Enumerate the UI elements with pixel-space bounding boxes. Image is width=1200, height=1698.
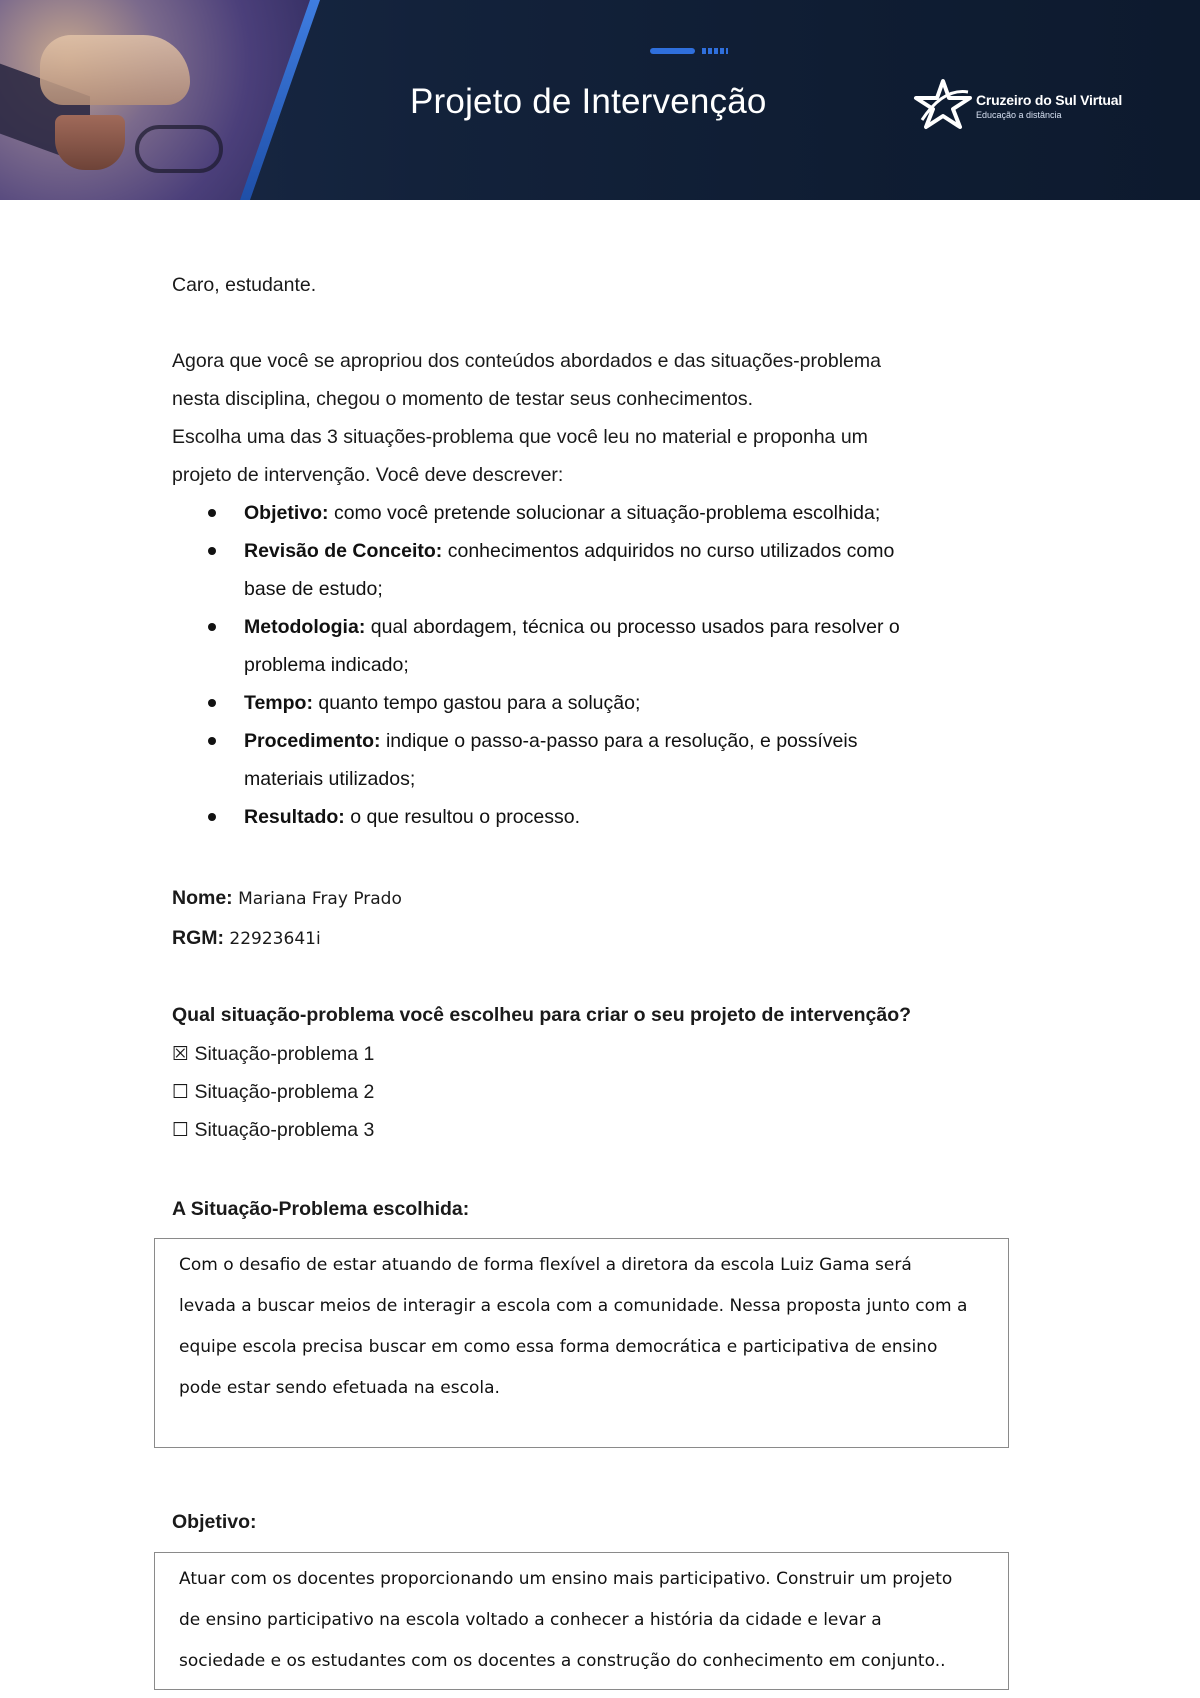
hands-image (40, 35, 190, 105)
list-item (172, 532, 1032, 608)
list-item (172, 798, 1032, 836)
bullet-icon (208, 509, 216, 517)
greeting: Caro, estudante. (172, 274, 317, 296)
requirement-text: qual abordagem, técnica ou processo usados para resolver o (370, 616, 900, 638)
student-name-row (172, 879, 402, 918)
requirement-text: problema indicado; (244, 654, 409, 676)
objective-line: Atuar com os docentes proporcionando um ensino mais participativo. Construir um projeto (179, 1569, 953, 1589)
option-label: Situação-problema 1 (194, 1043, 375, 1065)
requirement-label: Metodologia: (244, 616, 366, 638)
chosen-line: pode estar sendo efetuada na escola. (179, 1378, 500, 1398)
intro-paragraph (172, 342, 1032, 494)
bullet-icon (208, 813, 216, 821)
requirements-list (172, 494, 1032, 836)
header-banner (0, 0, 1200, 200)
chosen-line: equipe escola precisa buscar em como essa forma democrática e participativa de ensino (179, 1337, 938, 1357)
star-logo-icon (912, 78, 974, 130)
list-item (172, 608, 1032, 684)
objective-heading: Objetivo: (172, 1511, 257, 1533)
accent-bar-decoration (650, 48, 695, 54)
option-2[interactable] (172, 1073, 374, 1111)
page-title: Projeto de Intervenção (410, 82, 767, 121)
checkbox-checked-icon[interactable]: ☒ (172, 1043, 190, 1065)
requirement-text: base de estudo; (244, 578, 383, 600)
list-item (172, 722, 1032, 798)
requirement-label: Tempo: (244, 692, 313, 714)
objective-line: de ensino participativo na escola voltado a conhecer a história da cidade e levar a (179, 1610, 882, 1630)
requirement-text: como você pretende solucionar a situação-problema escolhida; (333, 502, 881, 524)
chosen-text-box[interactable] (154, 1238, 1009, 1448)
intro-line: Escolha uma das 3 situações-problema que você leu no material e proponha um (172, 426, 868, 448)
accent-dots-decoration (702, 48, 728, 54)
requirement-text: quanto tempo gastou para a solução; (318, 692, 641, 714)
bullet-icon (208, 699, 216, 707)
checkbox-unchecked-icon[interactable]: ☐ (172, 1081, 190, 1103)
option-1[interactable] (172, 1035, 374, 1073)
checkbox-unchecked-icon[interactable]: ☐ (172, 1119, 190, 1141)
question-heading: Qual situação-problema você escolheu para criar o seu projeto de intervenção? (172, 1004, 912, 1026)
option-label: Situação-problema 3 (194, 1119, 375, 1141)
intro-line: projeto de intervenção. Você deve descrever: (172, 464, 564, 486)
requirement-label: Objetivo: (244, 502, 329, 524)
brand-subtitle: Educação a distância (976, 110, 1062, 120)
rgm-label: RGM: (172, 927, 224, 949)
option-label: Situação-problema 2 (194, 1081, 375, 1103)
name-value: Mariana Fray Prado (238, 889, 402, 909)
requirement-label: Revisão de Conceito: (244, 540, 443, 562)
requirement-label: Procedimento: (244, 730, 381, 752)
requirement-text: materiais utilizados; (244, 768, 416, 790)
student-rgm-row (172, 919, 321, 958)
chosen-heading: A Situação-Problema escolhida: (172, 1198, 470, 1220)
list-item (172, 494, 1032, 532)
bullet-icon (208, 737, 216, 745)
requirement-text: o que resultou o processo. (350, 806, 580, 828)
coffee-cup-image (55, 115, 125, 170)
list-item (172, 684, 1032, 722)
requirement-text: conhecimentos adquiridos no curso utilizados como (447, 540, 895, 562)
intro-line: nesta disciplina, chegou o momento de testar seus conhecimentos. (172, 388, 754, 410)
glasses-image (135, 125, 223, 173)
bullet-icon (208, 547, 216, 555)
objective-text-box[interactable] (154, 1552, 1009, 1690)
requirement-text: indique o passo-a-passo para a resolução, e possíveis (385, 730, 858, 752)
brand-name: Cruzeiro do Sul Virtual (976, 92, 1123, 108)
name-label: Nome: (172, 887, 233, 909)
rgm-value: 22923641i (229, 929, 321, 949)
chosen-line: Com o desafio de estar atuando de forma flexível a diretora da escola Luiz Gama será (179, 1255, 912, 1275)
bullet-icon (208, 623, 216, 631)
objective-line: sociedade e os estudantes com os docentes a construção do conhecimento em conjunto.. (179, 1651, 946, 1671)
option-3[interactable] (172, 1111, 374, 1149)
intro-line: Agora que você se apropriou dos conteúdos abordados e das situações-problema (172, 350, 881, 372)
requirement-label: Resultado: (244, 806, 345, 828)
chosen-line: levada a buscar meios de interagir a escola com a comunidade. Nessa proposta junto com a (179, 1296, 968, 1316)
